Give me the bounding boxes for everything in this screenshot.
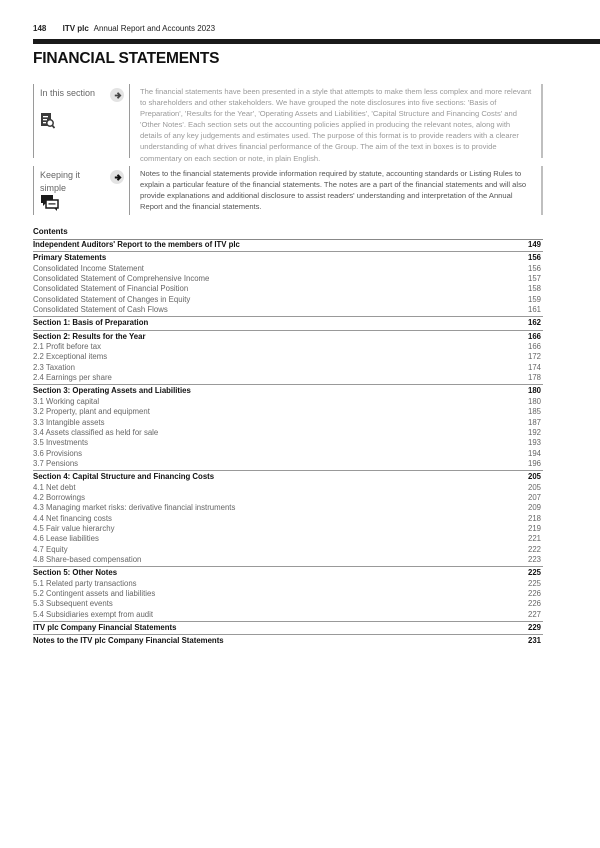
info-box-text: The financial statements have been presented in a style that attempts to make them less complex and more relevant to shareholders and other stakeholders. We have grouped the note disclosures into five sections: 'Basis of Preparation', 'Results for the Year', 'Operating Assets and Liabilities', 'Capital Structure and Financing Costs' and 'Other Notes'. Each section sets out the accounting policies applied in producing the relevant notes, along with details of any key judgements and estimates used. The purpose of this format is to provide readers with a clearer understanding of what drives financial performance of the Group. The aim of the text in boxes is to provide commentary on each section or note, in plain English. — [140, 87, 532, 163]
info-box-text: Notes to the financial statements provide information required by statute, accounting standards or Listing Rules to explain a particular feature of the financial statements. The notes are a part of the financial statements and will also provide explanations and additional disclosure to assist readers' understanding and interpretation of the Annual Report and the financial statements. — [140, 169, 527, 212]
contents-entry-page: 178 — [527, 373, 541, 383]
contents-row — [33, 483, 543, 493]
contents-entry-page: 174 — [527, 362, 541, 372]
contents-entry-page: 193 — [527, 438, 541, 448]
contents-section-row — [33, 330, 543, 342]
contents-section-row — [33, 566, 543, 578]
contents-entry-label: 3.6 Provisions — [33, 448, 82, 458]
contents-row — [33, 589, 543, 599]
contents-entry-label: 4.7 Equity — [33, 544, 68, 554]
contents-entry-label: Primary Statements — [33, 253, 107, 263]
contents-entry-label: 2.2 Exceptional items — [33, 352, 108, 362]
contents-entry-page: 207 — [527, 492, 541, 502]
info-box-keeping-it-simple — [33, 166, 543, 215]
contents-entry-page: 166 — [527, 342, 541, 352]
contents-entry-page: 218 — [527, 513, 541, 523]
contents-row — [33, 555, 543, 565]
contents-section-row — [33, 470, 543, 482]
contents-entry-label: 4.5 Fair value hierarchy — [33, 523, 115, 533]
contents-entry-page: 227 — [527, 609, 541, 619]
contents-rows — [33, 240, 543, 647]
contents-entry-page: 194 — [527, 448, 541, 458]
box-right-rule — [541, 84, 543, 158]
contents-entry-label: 3.1 Working capital — [33, 396, 100, 406]
contents-entry-page: 219 — [527, 523, 541, 533]
contents-entry-label: 5.3 Subsequent events — [33, 599, 113, 609]
contents-row — [33, 342, 543, 352]
contents-row — [33, 579, 543, 589]
contents-entry-page: 187 — [527, 417, 541, 427]
contents-entry-page: 226 — [527, 589, 541, 598]
contents-entry-label: Independent Auditors' Report to the members of ITV plc — [33, 240, 240, 249]
contents-entry-page: 223 — [527, 554, 541, 564]
contents-row — [33, 610, 543, 620]
contents-entry-page: 159 — [527, 294, 541, 304]
contents-row — [33, 449, 543, 459]
contents-entry-label: 3.3 Intangible assets — [33, 417, 105, 427]
contents-row — [33, 264, 543, 274]
contents-section-row — [33, 634, 543, 646]
info-box-in-this-section — [33, 84, 543, 163]
contents-entry-label: 3.7 Pensions — [33, 458, 79, 468]
box-divider — [129, 166, 130, 215]
contents-entry-page: 180 — [527, 396, 541, 406]
contents-entry-page: 222 — [527, 544, 541, 554]
document-search-icon — [41, 113, 55, 134]
contents-entry-page: 205 — [527, 472, 541, 482]
contents-entry-page: 231 — [527, 636, 541, 646]
header-rule — [33, 39, 600, 44]
contents-entry-label: Consolidated Statement of Financial Position — [33, 284, 189, 294]
contents-row — [33, 503, 543, 513]
contents-entry-label: 3.5 Investments — [33, 438, 89, 448]
contents-row — [33, 295, 543, 305]
contents-section-row — [33, 384, 543, 396]
page-header — [33, 24, 215, 33]
contents-entry-page: 149 — [527, 240, 541, 249]
contents-title: Contents — [33, 227, 543, 240]
contents-section-row — [33, 621, 543, 633]
contents-row — [33, 545, 543, 555]
contents-entry-page: 162 — [527, 318, 541, 328]
contents-entry-label: 5.2 Contingent assets and liabilities — [33, 589, 156, 598]
contents-entry-page: 229 — [527, 623, 541, 633]
contents-entry-label: 4.3 Managing market risks: derivative financial instruments — [33, 503, 236, 513]
contents-entry-page: 196 — [527, 458, 541, 468]
page-number: 148 — [33, 24, 47, 33]
contents-entry-page: 158 — [527, 284, 541, 294]
contents-entry-page: 161 — [527, 305, 541, 315]
contents-entry-page: 156 — [527, 263, 541, 273]
info-box-label: Keeping it simple — [40, 170, 81, 193]
contents-row — [33, 459, 543, 469]
contents-entry-page: 192 — [527, 427, 541, 437]
contents-entry-label: 3.4 Assets classified as held for sale — [33, 427, 159, 437]
contents-entry-label: 4.8 Share-based compensation — [33, 554, 142, 564]
contents-entry-label: Section 1: Basis of Preparation — [33, 318, 149, 328]
contents-entry-label: 5.4 Subsidiaries exempt from audit — [33, 609, 154, 619]
contents-entry-page: 156 — [527, 253, 541, 263]
contents-entry-page: 209 — [527, 503, 541, 513]
contents-entry-label: Notes to the ITV plc Company Financial Statements — [33, 636, 224, 646]
box-left-rule — [33, 84, 34, 158]
contents-row — [33, 373, 543, 383]
contents-row — [33, 438, 543, 448]
brand-name: ITV plc — [62, 24, 89, 33]
contents-entry-page: 166 — [527, 331, 541, 341]
contents-row — [33, 493, 543, 503]
contents-entry-label: Consolidated Statement of Comprehensive Income — [33, 274, 210, 284]
contents-entry-label: Section 2: Results for the Year — [33, 331, 146, 341]
contents-entry-label: Consolidated Income Statement — [33, 263, 144, 273]
contents-section-row — [33, 240, 543, 250]
contents-entry-label: Consolidated Statement of Changes in Equity — [33, 294, 191, 304]
contents-entry-page: 205 — [527, 482, 541, 492]
page-title: FINANCIAL STATEMENTS — [33, 50, 220, 67]
contents-entry-page: 157 — [527, 274, 541, 284]
contents-entry-page: 226 — [527, 599, 541, 609]
contents-entry-label: Section 4: Capital Structure and Financing Costs — [33, 472, 215, 482]
contents-entry-label: 3.2 Property, plant and equipment — [33, 407, 150, 417]
publication-title: Annual Report and Accounts 2023 — [93, 24, 216, 33]
box-left-rule — [33, 166, 34, 215]
box-divider — [129, 84, 130, 158]
contents-row — [33, 524, 543, 534]
contents-entry-page: 172 — [527, 352, 541, 362]
contents-row — [33, 363, 543, 373]
contents-entry-label: Section 5: Other Notes — [33, 568, 118, 578]
contents-section-row — [33, 316, 543, 328]
contents-row — [33, 407, 543, 417]
contents-entry-label: 2.4 Earnings per share — [33, 373, 112, 383]
contents-entry-page: 185 — [527, 407, 541, 417]
arrow-right-icon — [110, 170, 124, 184]
contents-entry-page: 221 — [527, 534, 541, 544]
contents-row — [33, 428, 543, 438]
contents-row — [33, 534, 543, 544]
contents-row — [33, 352, 543, 362]
contents-entry-label: Consolidated Statement of Cash Flows — [33, 305, 168, 315]
contents-entry-label: Section 3: Operating Assets and Liabilities — [33, 386, 191, 396]
box-right-rule — [541, 166, 543, 215]
arrow-right-icon — [110, 88, 124, 102]
contents-table — [33, 227, 543, 647]
contents-row — [33, 514, 543, 524]
contents-row — [33, 418, 543, 428]
contents-entry-label: ITV plc Company Financial Statements — [33, 623, 177, 633]
contents-entry-label: 4.1 Net debt — [33, 482, 76, 492]
contents-entry-label: 2.3 Taxation — [33, 362, 75, 372]
contents-entry-label: 2.1 Profit before tax — [33, 342, 102, 352]
contents-section-row — [33, 251, 543, 263]
contents-entry-page: 180 — [527, 386, 541, 396]
chat-bubbles-icon — [41, 195, 59, 216]
contents-entry-page: 225 — [527, 568, 541, 578]
contents-entry-page: 225 — [527, 578, 541, 588]
contents-row — [33, 284, 543, 294]
contents-row — [33, 274, 543, 284]
contents-entry-label: 5.1 Related party transactions — [33, 578, 137, 588]
info-box-label: In this section — [40, 88, 96, 98]
contents-row — [33, 397, 543, 407]
contents-row — [33, 305, 543, 315]
contents-entry-label: 4.2 Borrowings — [33, 492, 86, 502]
contents-entry-label: 4.4 Net financing costs — [33, 513, 112, 523]
contents-entry-label: 4.6 Lease liabilities — [33, 534, 99, 544]
contents-row — [33, 599, 543, 609]
